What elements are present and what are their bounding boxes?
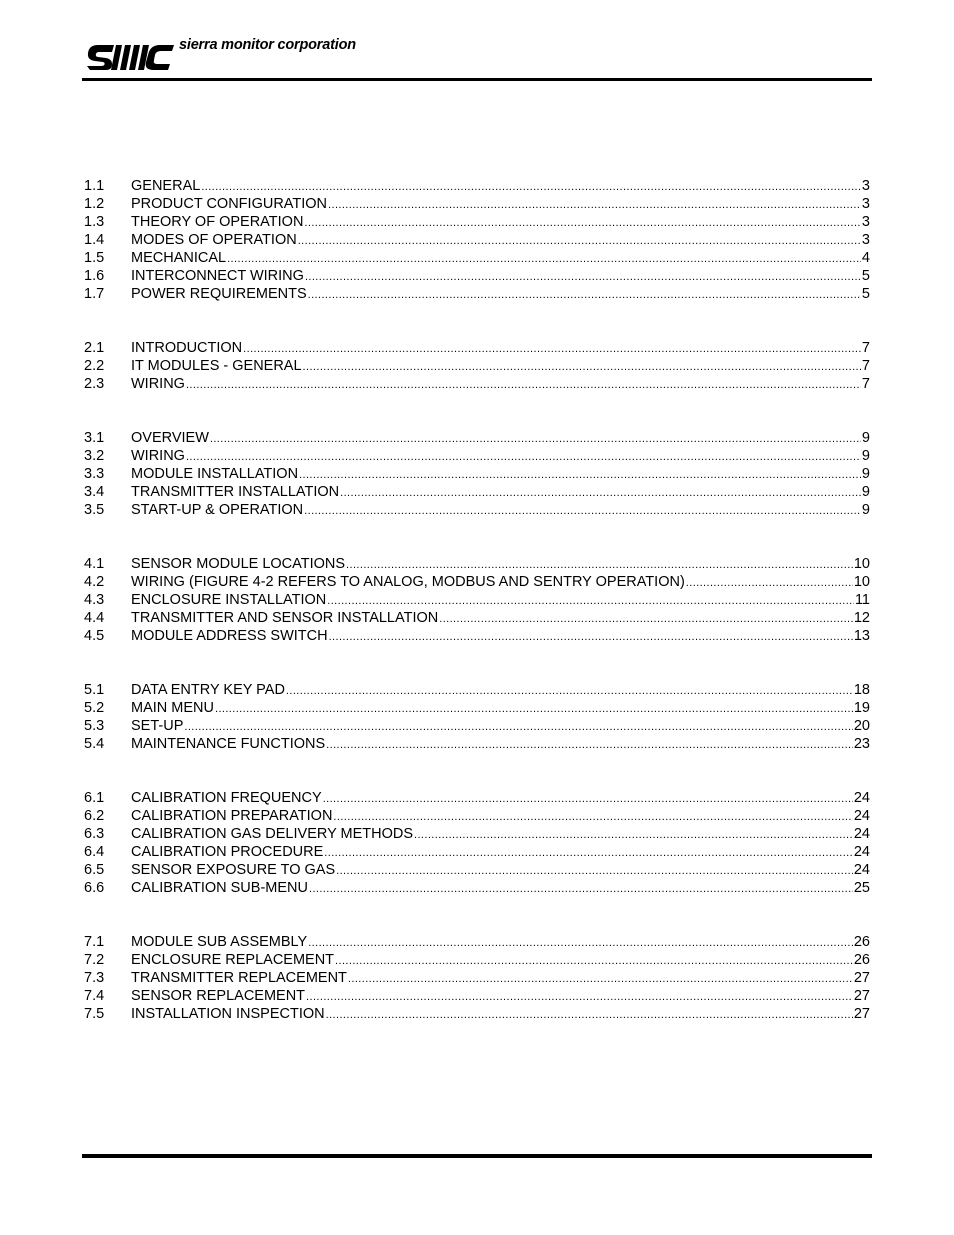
toc-leader-dots	[336, 861, 853, 880]
toc-section	[84, 933, 870, 1023]
toc-entry[interactable]	[84, 789, 870, 807]
toc-entry-page: 24	[853, 790, 870, 806]
toc-entry-number: 3.1	[84, 430, 105, 446]
toc-leader-dots	[439, 609, 853, 628]
toc-leader-dots	[215, 699, 853, 718]
toc-leader-dots	[326, 1005, 853, 1024]
toc-entry-title: ENCLOSURE INSTALLATION	[131, 592, 327, 608]
toc-entry-number: 6.1	[84, 790, 105, 806]
toc-leader-dots	[327, 591, 854, 610]
toc-entry[interactable]	[84, 285, 870, 303]
toc-leader-dots	[286, 681, 853, 700]
toc-entry[interactable]	[84, 195, 870, 213]
toc-entry[interactable]	[84, 627, 870, 645]
toc-entry-title: SENSOR MODULE LOCATIONS	[131, 556, 346, 572]
toc-entry-number: 2.2	[84, 358, 105, 374]
toc-entry-page: 25	[853, 880, 870, 896]
toc-leader-dots	[326, 735, 853, 754]
toc-entry[interactable]	[84, 429, 870, 447]
toc-leader-dots	[201, 177, 861, 196]
toc-entry-title: MODULE ADDRESS SWITCH	[131, 628, 328, 644]
toc-entry-title: TRANSMITTER AND SENSOR INSTALLATION	[131, 610, 439, 626]
toc-leader-dots	[348, 969, 853, 988]
page-header	[84, 36, 874, 80]
toc-leader-dots	[414, 825, 853, 844]
toc-entry-page: 20	[853, 718, 870, 734]
toc-leader-dots	[305, 267, 861, 286]
toc-entry-title: SET-UP	[131, 718, 184, 734]
toc-entry-page: 26	[853, 952, 870, 968]
smc-logo	[84, 40, 176, 76]
table-of-contents	[84, 177, 870, 1059]
toc-entry-number: 3.4	[84, 484, 105, 500]
toc-section	[84, 177, 870, 303]
company-name: sierra monitor corporation	[179, 37, 356, 53]
toc-entry-page: 3	[861, 232, 870, 248]
toc-entry[interactable]	[84, 879, 870, 897]
toc-entry-title: CALIBRATION PROCEDURE	[131, 844, 324, 860]
toc-entry-title: IT MODULES - GENERAL	[131, 358, 302, 374]
toc-leader-dots	[184, 717, 852, 736]
toc-entry[interactable]	[84, 357, 870, 375]
toc-entry-number: 7.4	[84, 988, 105, 1004]
toc-leader-dots	[299, 465, 861, 484]
toc-entry[interactable]	[84, 465, 870, 483]
toc-entry-page: 24	[853, 862, 870, 878]
toc-leader-dots	[306, 987, 853, 1006]
toc-entry-title: MECHANICAL	[131, 250, 227, 266]
toc-entry-number: 4.2	[84, 574, 105, 590]
toc-entry-number: 7.5	[84, 1006, 105, 1022]
toc-entry-page: 10	[853, 556, 870, 572]
toc-entry-title: OVERVIEW	[131, 430, 209, 446]
toc-leader-dots	[243, 339, 861, 358]
toc-entry-title: CALIBRATION GAS DELIVERY METHODS	[131, 826, 414, 842]
toc-entry-page: 13	[853, 628, 870, 644]
toc-entry[interactable]	[84, 717, 870, 735]
toc-entry-number: 2.3	[84, 376, 105, 392]
toc-entry-title: INTRODUCTION	[131, 340, 243, 356]
toc-entry-number: 4.1	[84, 556, 105, 572]
toc-leader-dots	[309, 879, 853, 898]
toc-entry-number: 2.1	[84, 340, 105, 356]
toc-leader-dots	[304, 213, 861, 232]
toc-entry-page: 3	[861, 214, 870, 230]
toc-leader-dots	[227, 249, 861, 268]
toc-entry-number: 7.3	[84, 970, 105, 986]
toc-entry-page: 4	[861, 250, 870, 266]
toc-entry-page: 12	[853, 610, 870, 626]
toc-entry-title: CALIBRATION PREPARATION	[131, 808, 333, 824]
toc-entry-number: 6.5	[84, 862, 105, 878]
toc-section	[84, 339, 870, 393]
toc-entry-page: 27	[853, 1006, 870, 1022]
toc-entry-number: 4.5	[84, 628, 105, 644]
toc-entry-page: 9	[861, 484, 870, 500]
toc-entry-page: 18	[853, 682, 870, 698]
toc-entry-title: GENERAL	[131, 178, 201, 194]
toc-entry[interactable]	[84, 825, 870, 843]
toc-entry-page: 27	[853, 988, 870, 1004]
toc-entry-page: 11	[854, 592, 870, 608]
toc-leader-dots	[308, 933, 853, 952]
toc-leader-dots	[346, 555, 853, 574]
toc-entry-title: MODES OF OPERATION	[131, 232, 297, 248]
toc-entry-title: POWER REQUIREMENTS	[131, 286, 307, 302]
toc-entry-title: ENCLOSURE REPLACEMENT	[131, 952, 335, 968]
toc-entry[interactable]	[84, 1005, 870, 1023]
toc-entry-page: 9	[861, 502, 870, 518]
toc-entry-page: 5	[861, 286, 870, 302]
toc-entry-title: WIRING	[131, 376, 185, 392]
toc-entry[interactable]	[84, 735, 870, 753]
toc-entry-number: 6.2	[84, 808, 105, 824]
toc-entry[interactable]	[84, 375, 870, 393]
toc-entry-title: CALIBRATION SUB-MENU	[131, 880, 308, 896]
toc-leader-dots	[304, 501, 861, 520]
toc-section	[84, 681, 870, 753]
toc-entry-page: 7	[861, 340, 870, 356]
toc-entry[interactable]	[84, 573, 870, 591]
toc-section	[84, 555, 870, 645]
toc-entry-page: 3	[861, 196, 870, 212]
toc-entry[interactable]	[84, 843, 870, 861]
toc-entry-page: 10	[853, 574, 870, 590]
toc-entry-page: 7	[861, 376, 870, 392]
toc-leader-dots	[328, 195, 861, 214]
header-rule	[82, 78, 872, 81]
toc-entry[interactable]	[84, 213, 870, 231]
toc-entry-title: THEORY OF OPERATION	[131, 214, 304, 230]
toc-entry-number: 1.1	[84, 178, 105, 194]
toc-leader-dots	[333, 807, 852, 826]
toc-entry-title: WIRING	[131, 448, 185, 464]
toc-entry-title: TRANSMITTER REPLACEMENT	[131, 970, 347, 986]
toc-entry[interactable]	[84, 339, 870, 357]
toc-entry[interactable]	[84, 177, 870, 195]
toc-entry-number: 6.3	[84, 826, 105, 842]
toc-entry-number: 1.6	[84, 268, 105, 284]
toc-entry-number: 5.2	[84, 700, 105, 716]
toc-entry-title: PRODUCT CONFIGURATION	[131, 196, 328, 212]
toc-entry-page: 5	[861, 268, 870, 284]
toc-leader-dots	[186, 447, 861, 466]
toc-entry[interactable]	[84, 501, 870, 519]
toc-entry[interactable]	[84, 609, 870, 627]
toc-entry-number: 3.2	[84, 448, 105, 464]
toc-entry-page: 23	[853, 736, 870, 752]
toc-entry-page: 19	[853, 700, 870, 716]
toc-entry[interactable]	[84, 591, 870, 609]
toc-entry[interactable]	[84, 483, 870, 501]
toc-entry-number: 1.5	[84, 250, 105, 266]
toc-entry-number: 1.7	[84, 286, 105, 302]
toc-entry-page: 9	[861, 448, 870, 464]
toc-leader-dots	[303, 357, 861, 376]
toc-entry[interactable]	[84, 231, 870, 249]
toc-entry-number: 1.2	[84, 196, 105, 212]
toc-entry-number: 3.3	[84, 466, 105, 482]
toc-entry[interactable]	[84, 699, 870, 717]
toc-entry-title: MODULE SUB ASSEMBLY	[131, 934, 308, 950]
toc-entry-title: START-UP & OPERATION	[131, 502, 304, 518]
footer-rule	[82, 1154, 872, 1158]
toc-leader-dots	[323, 789, 853, 808]
toc-entry-number: 4.3	[84, 592, 105, 608]
toc-entry-title: SENSOR REPLACEMENT	[131, 988, 306, 1004]
toc-leader-dots	[340, 483, 861, 502]
toc-entry-number: 4.4	[84, 610, 105, 626]
toc-entry[interactable]	[84, 933, 870, 951]
toc-entry-number: 7.2	[84, 952, 105, 968]
toc-entry-number: 1.3	[84, 214, 105, 230]
toc-entry[interactable]	[84, 951, 870, 969]
toc-entry[interactable]	[84, 807, 870, 825]
toc-entry-title: MAIN MENU	[131, 700, 214, 716]
toc-leader-dots	[308, 285, 861, 304]
toc-entry-title: INTERCONNECT WIRING	[131, 268, 304, 284]
toc-entry[interactable]	[84, 249, 870, 267]
toc-entry-number: 5.4	[84, 736, 105, 752]
toc-entry-page: 3	[861, 178, 870, 194]
toc-leader-dots	[298, 231, 861, 250]
toc-entry-title: WIRING (FIGURE 4-2 REFERS TO ANALOG, MODBUS AND SENTRY OPERATION)	[131, 574, 685, 590]
toc-entry-number: 6.6	[84, 880, 105, 896]
toc-leader-dots	[686, 573, 853, 592]
toc-entry-page: 24	[853, 844, 870, 860]
toc-entry[interactable]	[84, 861, 870, 879]
toc-entry-title: DATA ENTRY KEY PAD	[131, 682, 285, 698]
toc-leader-dots	[210, 429, 861, 448]
toc-entry[interactable]	[84, 555, 870, 573]
toc-entry-page: 9	[861, 466, 870, 482]
toc-entry[interactable]	[84, 969, 870, 987]
toc-entry-number: 3.5	[84, 502, 105, 518]
toc-entry-number: 6.4	[84, 844, 105, 860]
toc-entry-title: TRANSMITTER INSTALLATION	[131, 484, 340, 500]
toc-entry-number: 1.4	[84, 232, 105, 248]
toc-entry-title: CALIBRATION FREQUENCY	[131, 790, 322, 806]
toc-entry-number: 7.1	[84, 934, 105, 950]
toc-entry[interactable]	[84, 267, 870, 285]
toc-entry-title: MAINTENANCE FUNCTIONS	[131, 736, 326, 752]
toc-leader-dots	[335, 951, 853, 970]
toc-entry-page: 9	[861, 430, 870, 446]
toc-entry-title: INSTALLATION INSPECTION	[131, 1006, 325, 1022]
toc-entry[interactable]	[84, 681, 870, 699]
toc-entry-page: 27	[853, 970, 870, 986]
toc-entry-page: 26	[853, 934, 870, 950]
toc-leader-dots	[186, 375, 861, 394]
toc-leader-dots	[324, 843, 853, 862]
toc-section	[84, 789, 870, 897]
toc-entry-page: 24	[853, 808, 870, 824]
toc-section	[84, 429, 870, 519]
toc-entry-page: 7	[861, 358, 870, 374]
toc-entry-number: 5.3	[84, 718, 105, 734]
toc-entry-title: MODULE INSTALLATION	[131, 466, 299, 482]
toc-entry-page: 24	[853, 826, 870, 842]
toc-entry[interactable]	[84, 447, 870, 465]
toc-entry[interactable]	[84, 987, 870, 1005]
toc-entry-number: 5.1	[84, 682, 105, 698]
toc-leader-dots	[329, 627, 853, 646]
toc-entry-title: SENSOR EXPOSURE TO GAS	[131, 862, 336, 878]
